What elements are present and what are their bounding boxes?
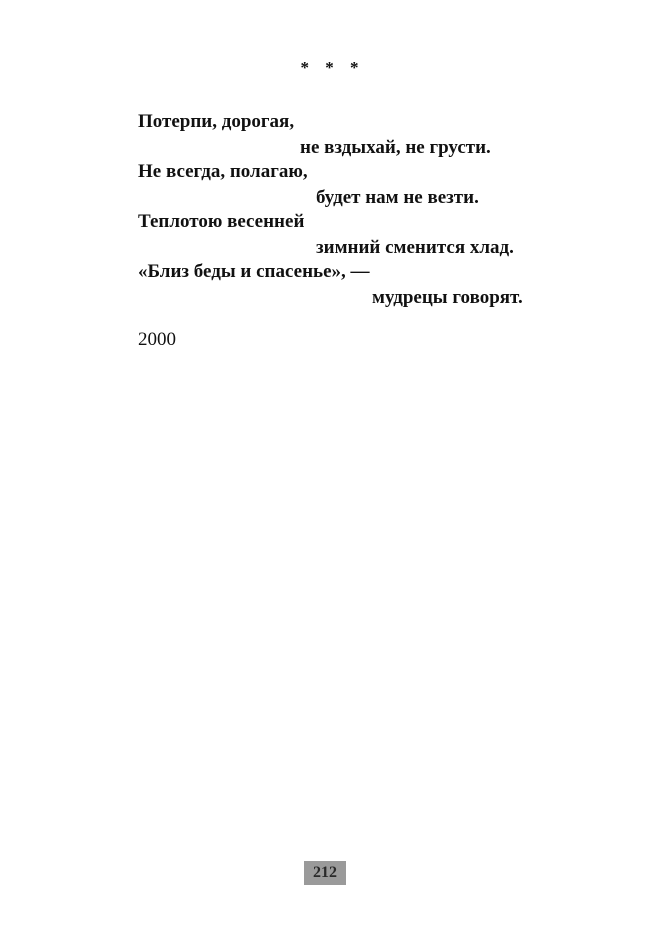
poem-line: Теплотою весенней — [138, 211, 305, 232]
poem-line: не вздыхай, не грусти. — [300, 137, 491, 158]
poem-line: зимний сменится хлад. — [316, 237, 514, 258]
poem-line: «Близ беды и спасенье», — — [138, 261, 370, 282]
section-separator: * * * — [300, 58, 365, 77]
poem-line: будет нам не везти. — [316, 187, 479, 208]
page-number: 212 — [304, 861, 346, 885]
poem-year: 2000 — [138, 329, 176, 350]
poem-line: Не всегда, полагаю, — [138, 161, 308, 182]
poem-line: Потерпи, дорогая, — [138, 111, 295, 132]
poem-line: мудрецы говорят. — [372, 287, 523, 308]
